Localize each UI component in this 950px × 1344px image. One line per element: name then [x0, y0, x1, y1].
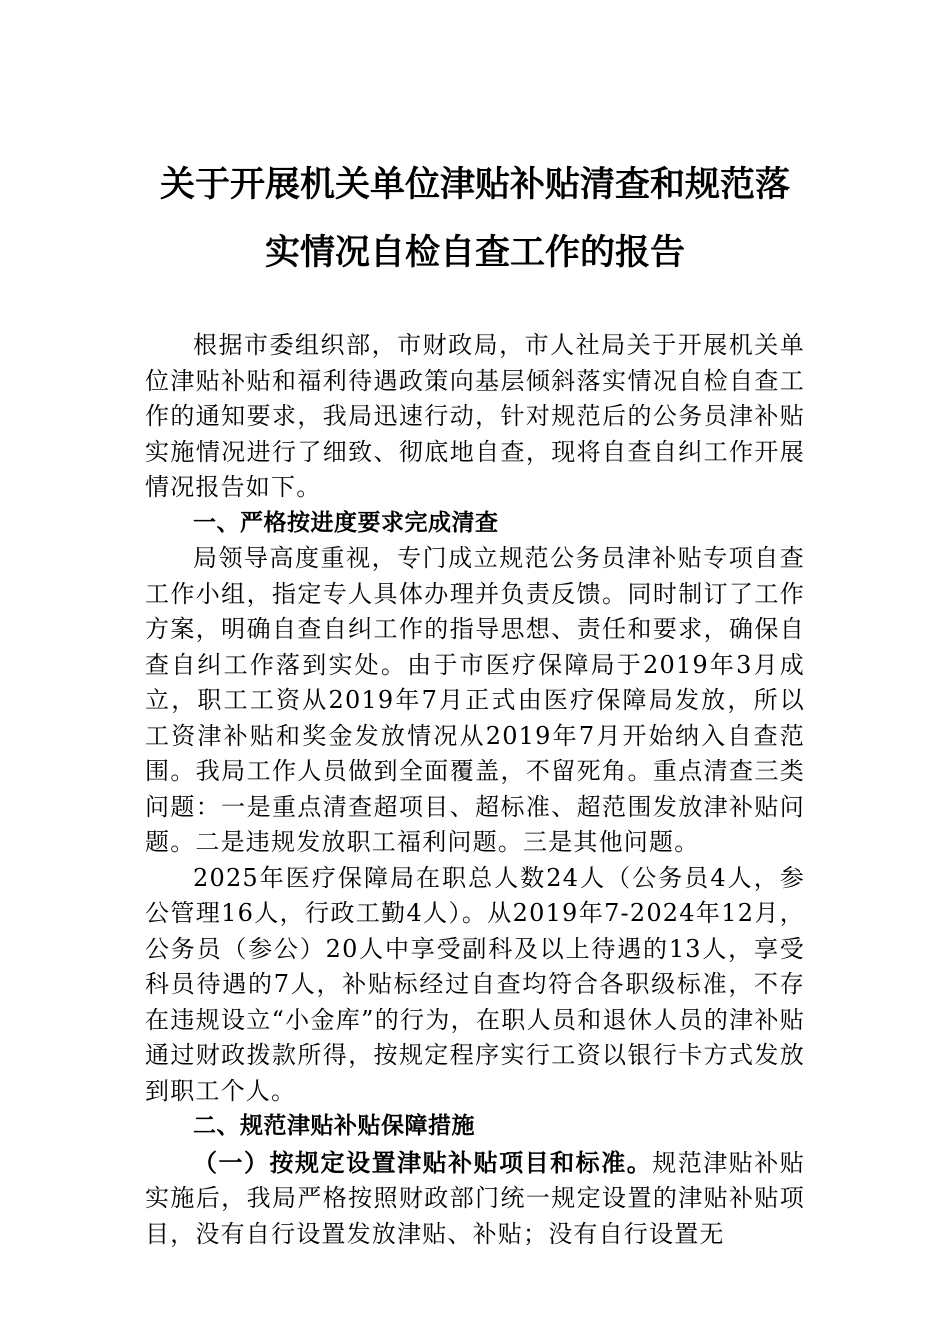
- section-1-paragraph-2: 2025年医疗保障局在职总人数24人（公务员4人，参公管理16人，行政工勤4人）。从2019年7-2024年12月，公务员（参公）20人中享受副科及以上待遇的13人，享受科员待遇的7人，补贴标经过自查均符合各职级标准，不存在违规设立“小金库”的行为，在职人员和退休人员的津补贴通过财政拨款所得，按规定程序实行工资以银行卡方式发放到职工个人。: [145, 863, 805, 1105]
- section-1-heading: 一、严格按进度要求完成清查: [193, 509, 499, 536]
- subsection-1-lead: （一）按规定设置津贴补贴项目和标准。: [193, 1147, 653, 1177]
- section-2-heading: 二、规范津贴补贴保障措施: [193, 1113, 475, 1139]
- document-title-line-1: 关于开展机关单位津贴补贴清查和规范落: [159, 165, 790, 205]
- document-title-line-2: 实情况自检自查工作的报告: [264, 233, 685, 273]
- section-1-paragraph-1: 局领导高度重视，专门成立规范公务员津补贴专项自查工作小组，指定专人具体办理并负责反馈。同时制订了工作方案，明确自查自纠工作的指导思想、责任和要求，确保自查自纠工作落到实处。由于市医疗保障局于2019年3月成立，职工工资从2019年7月正式由医疗保障局发放，所以工资津补贴和奖金发放情况从2019年7月开始纳入自查范围。我局工作人员做到全面覆盖，不留死角。重点清查三类问题：一是重点清查超项目、超标准、超范围发放津补贴问题。二是违规发放职工福利问题。三是其他问题。: [145, 544, 805, 856]
- section-2-subsection-1: [145, 1145, 805, 1253]
- intro-paragraph: 根据市委组织部，市财政局，市人社局关于开展机关单位津贴补贴和福利待遇政策向基层倾斜落实情况自检自查工作的通知要求，我局迅速行动，针对规范后的公务员津补贴实施情况进行了细致、彻底地自查，现将自查自纠工作开展情况报告如下。: [145, 331, 805, 501]
- document-body: [145, 328, 805, 1252]
- subsection-1-text: 规范津贴补贴实施后，我局严格按照财政部门统一规定设置的津贴补贴项目，没有自行设置发放津贴、补贴；没有自行设置无: [145, 1148, 805, 1248]
